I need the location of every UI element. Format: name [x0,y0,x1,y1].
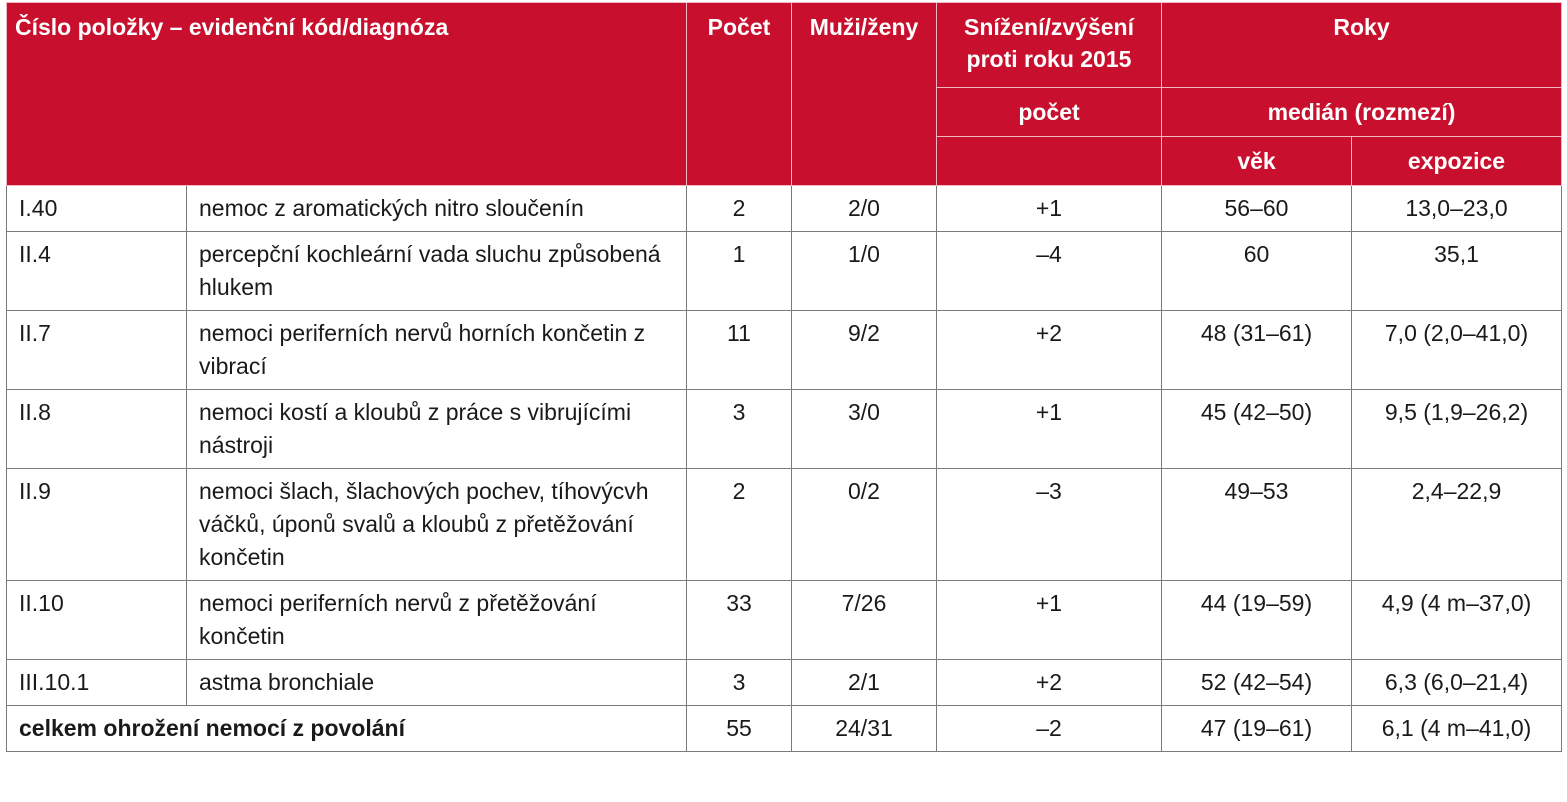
cell-change: –3 [937,469,1162,581]
cell-exposure: 4,9 (4 m–37,0) [1352,581,1562,660]
cell-code: II.8 [7,390,187,469]
cell-exposure: 9,5 (1,9–26,2) [1352,390,1562,469]
table-row [7,581,1562,660]
header-men-women: Muži/ženy [792,3,937,186]
cell-code: III.10.1 [7,660,187,706]
cell-code: II.9 [7,469,187,581]
cell-code: II.7 [7,311,187,390]
header-change: Snížení/zvýšení proti roku 2015 [937,3,1162,88]
cell-change: +2 [937,311,1162,390]
cell-age: 48 (31–61) [1162,311,1352,390]
table-row [7,390,1562,469]
cell-code: I.40 [7,186,187,232]
cell-change: +2 [937,660,1162,706]
cell-diagnosis: nemoci kostí a kloubů z práce s vibrujícími nástroji [187,390,687,469]
cell-exposure: 6,3 (6,0–21,4) [1352,660,1562,706]
cell-exposure: 13,0–23,0 [1352,186,1562,232]
total-men-women: 24/31 [792,706,937,752]
cell-men-women: 3/0 [792,390,937,469]
cell-age: 49–53 [1162,469,1352,581]
cell-count: 11 [687,311,792,390]
cell-change: –4 [937,232,1162,311]
header-change-sub: počet [937,88,1162,137]
cell-men-women: 7/26 [792,581,937,660]
total-row [7,706,1562,752]
total-label: celkem ohrožení nemocí z povolání [7,706,687,752]
cell-change: +1 [937,186,1162,232]
cell-exposure: 2,4–22,9 [1352,469,1562,581]
cell-code: II.10 [7,581,187,660]
table-row [7,232,1562,311]
header-change-empty [937,137,1162,186]
cell-count: 2 [687,469,792,581]
cell-age: 60 [1162,232,1352,311]
cell-age: 52 (42–54) [1162,660,1352,706]
occupational-disease-table [6,2,1562,752]
cell-diagnosis: nemoci periferních nervů z přetěžování končetin [187,581,687,660]
cell-exposure: 35,1 [1352,232,1562,311]
cell-code: II.4 [7,232,187,311]
table-row [7,660,1562,706]
cell-men-women: 1/0 [792,232,937,311]
cell-age: 45 (42–50) [1162,390,1352,469]
header-age: věk [1162,137,1352,186]
header-count: Počet [687,3,792,186]
total-change: –2 [937,706,1162,752]
cell-diagnosis: nemoc z aromatických nitro sloučenín [187,186,687,232]
cell-diagnosis: nemoci šlach, šlachových pochev, tíhovýcvh váčků, úponů svalů a kloubů z přetěžování končetin [187,469,687,581]
table-row [7,311,1562,390]
header-exposure: expozice [1352,137,1562,186]
header-years: Roky [1162,3,1562,88]
cell-age: 44 (19–59) [1162,581,1352,660]
cell-exposure: 7,0 (2,0–41,0) [1352,311,1562,390]
cell-men-women: 9/2 [792,311,937,390]
cell-men-women: 0/2 [792,469,937,581]
table-row [7,469,1562,581]
total-exposure: 6,1 (4 m–41,0) [1352,706,1562,752]
header-code-diagnosis: Číslo položky – evidenční kód/diagnóza [7,3,687,186]
total-age: 47 (19–61) [1162,706,1352,752]
cell-count: 1 [687,232,792,311]
cell-count: 3 [687,390,792,469]
cell-change: +1 [937,390,1162,469]
table-row [7,186,1562,232]
cell-diagnosis: nemoci periferních nervů horních končetin z vibrací [187,311,687,390]
cell-diagnosis: percepční kochleární vada sluchu způsobená hlukem [187,232,687,311]
cell-change: +1 [937,581,1162,660]
cell-count: 2 [687,186,792,232]
cell-count: 33 [687,581,792,660]
cell-men-women: 2/1 [792,660,937,706]
total-count: 55 [687,706,792,752]
cell-diagnosis: astma bronchiale [187,660,687,706]
cell-count: 3 [687,660,792,706]
cell-men-women: 2/0 [792,186,937,232]
header-years-sub: medián (rozmezí) [1162,88,1562,137]
cell-age: 56–60 [1162,186,1352,232]
